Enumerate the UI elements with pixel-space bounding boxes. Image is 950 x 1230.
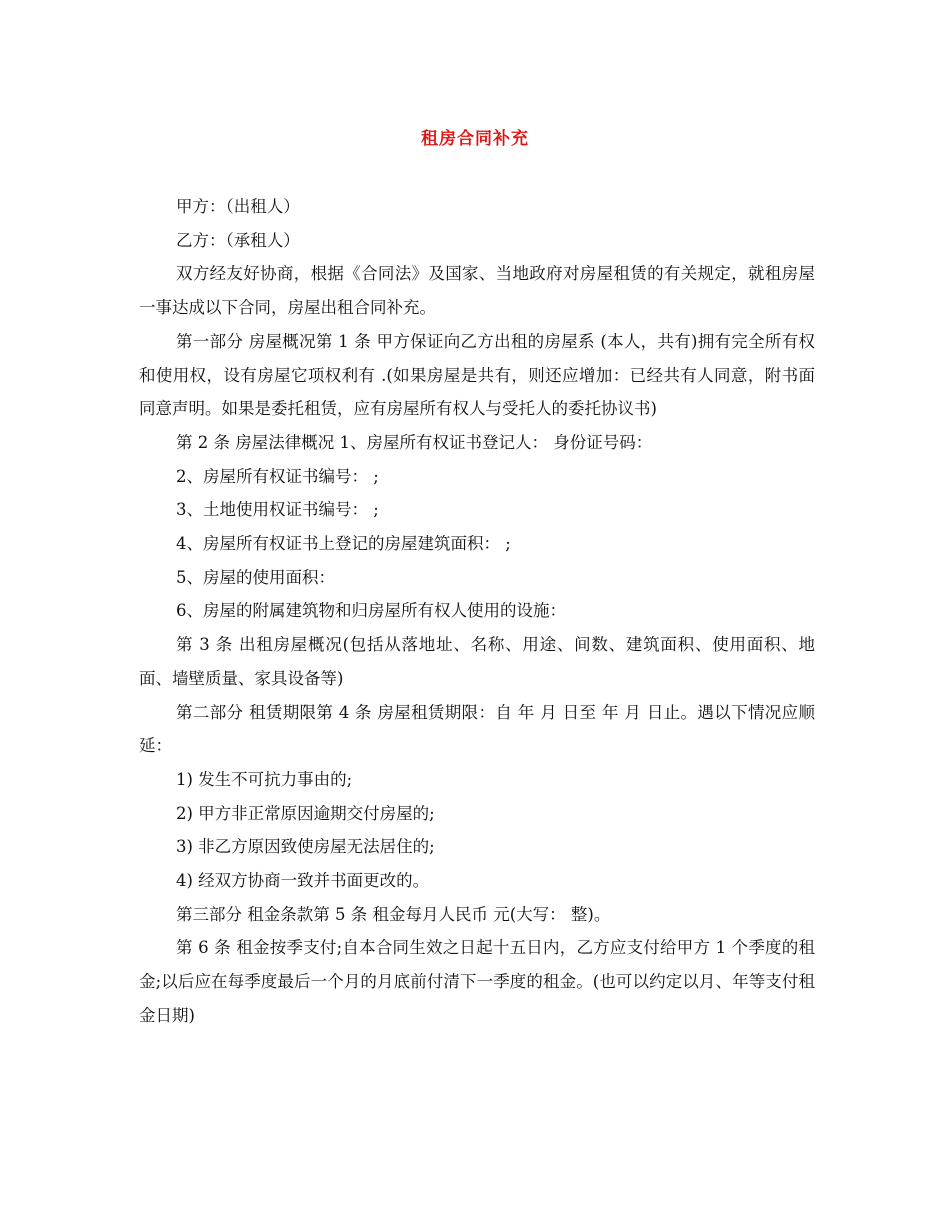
paragraph-article-2: 第 2 条 房屋法律概况 1、房屋所有权证书登记人： 身份证号码： xyxy=(176,432,653,452)
paragraph-preamble: 双方经友好协商，根据《合同法》及国家、当地政府对房屋租赁的有关规定，就租房屋一事达成以下合同，房屋出租合同补充。 xyxy=(139,264,815,318)
paragraph-extension-1: 1) 发生不可抗力事由的; xyxy=(176,769,353,789)
paragraph-extension-2: 2) 甲方非正常原因逾期交付房屋的; xyxy=(176,803,435,823)
paragraph-item-6: 6、房屋的附属建筑物和归房屋所有权人使用的设施： xyxy=(176,601,566,621)
paragraph-party-a: 甲方：（出租人） xyxy=(176,197,300,216)
paragraph-extension-4: 4) 经双方协商一致并书面更改的。 xyxy=(176,871,430,891)
paragraph-article-5: 第三部分 租金条款第 5 条 租金每月人民币 元(大写： 整)。 xyxy=(176,904,611,924)
document-body xyxy=(139,190,815,1033)
paragraph-article-4: 第二部分 租赁期限第 4 条 房屋租赁期限：自 年 月 日至 年 月 日止。遇以下情况应顺延： xyxy=(139,702,815,756)
document-title: 租房合同补充 xyxy=(421,129,529,149)
paragraph-item-4: 4、房屋所有权证书上登记的房屋建筑面积： ; xyxy=(176,534,511,554)
paragraph-party-b: 乙方：（承租人） xyxy=(176,230,300,250)
paragraph-article-1: 第一部分 房屋概况第 1 条 甲方保证向乙方出租的房屋系 (本人，共有)拥有完全所有权和使用权，设有房屋它项权利有 .(如果房屋是共有，则还应增加：已经共有人同意，附书面同意声明。如果是委托租赁，应有房屋所有权人与受托人的委托协议书) xyxy=(139,331,815,419)
paragraph-item-2: 2、房屋所有权证书编号： ; xyxy=(176,466,379,486)
paragraph-article-3: 第 3 条 出租房屋概况(包括从落地址、名称、用途、间数、建筑面积、使用面积、地面、墙壁质量、家具设备等) xyxy=(139,635,815,688)
paragraph-item-3: 3、土地使用权证书编号： ; xyxy=(176,500,379,520)
paragraph-article-6: 第 6 条 租金按季支付;自本合同生效之日起十五日内，乙方应支付给甲方 1 个季度的租金;以后应在每季度最后一个月的月底前付清下一季度的租金。(也可以约定以月、年等支付租金日期) xyxy=(139,938,815,1025)
paragraph-item-5: 5、房屋的使用面积： xyxy=(176,567,335,587)
paragraph-extension-3: 3) 非乙方原因致使房屋无法居住的; xyxy=(176,837,435,857)
